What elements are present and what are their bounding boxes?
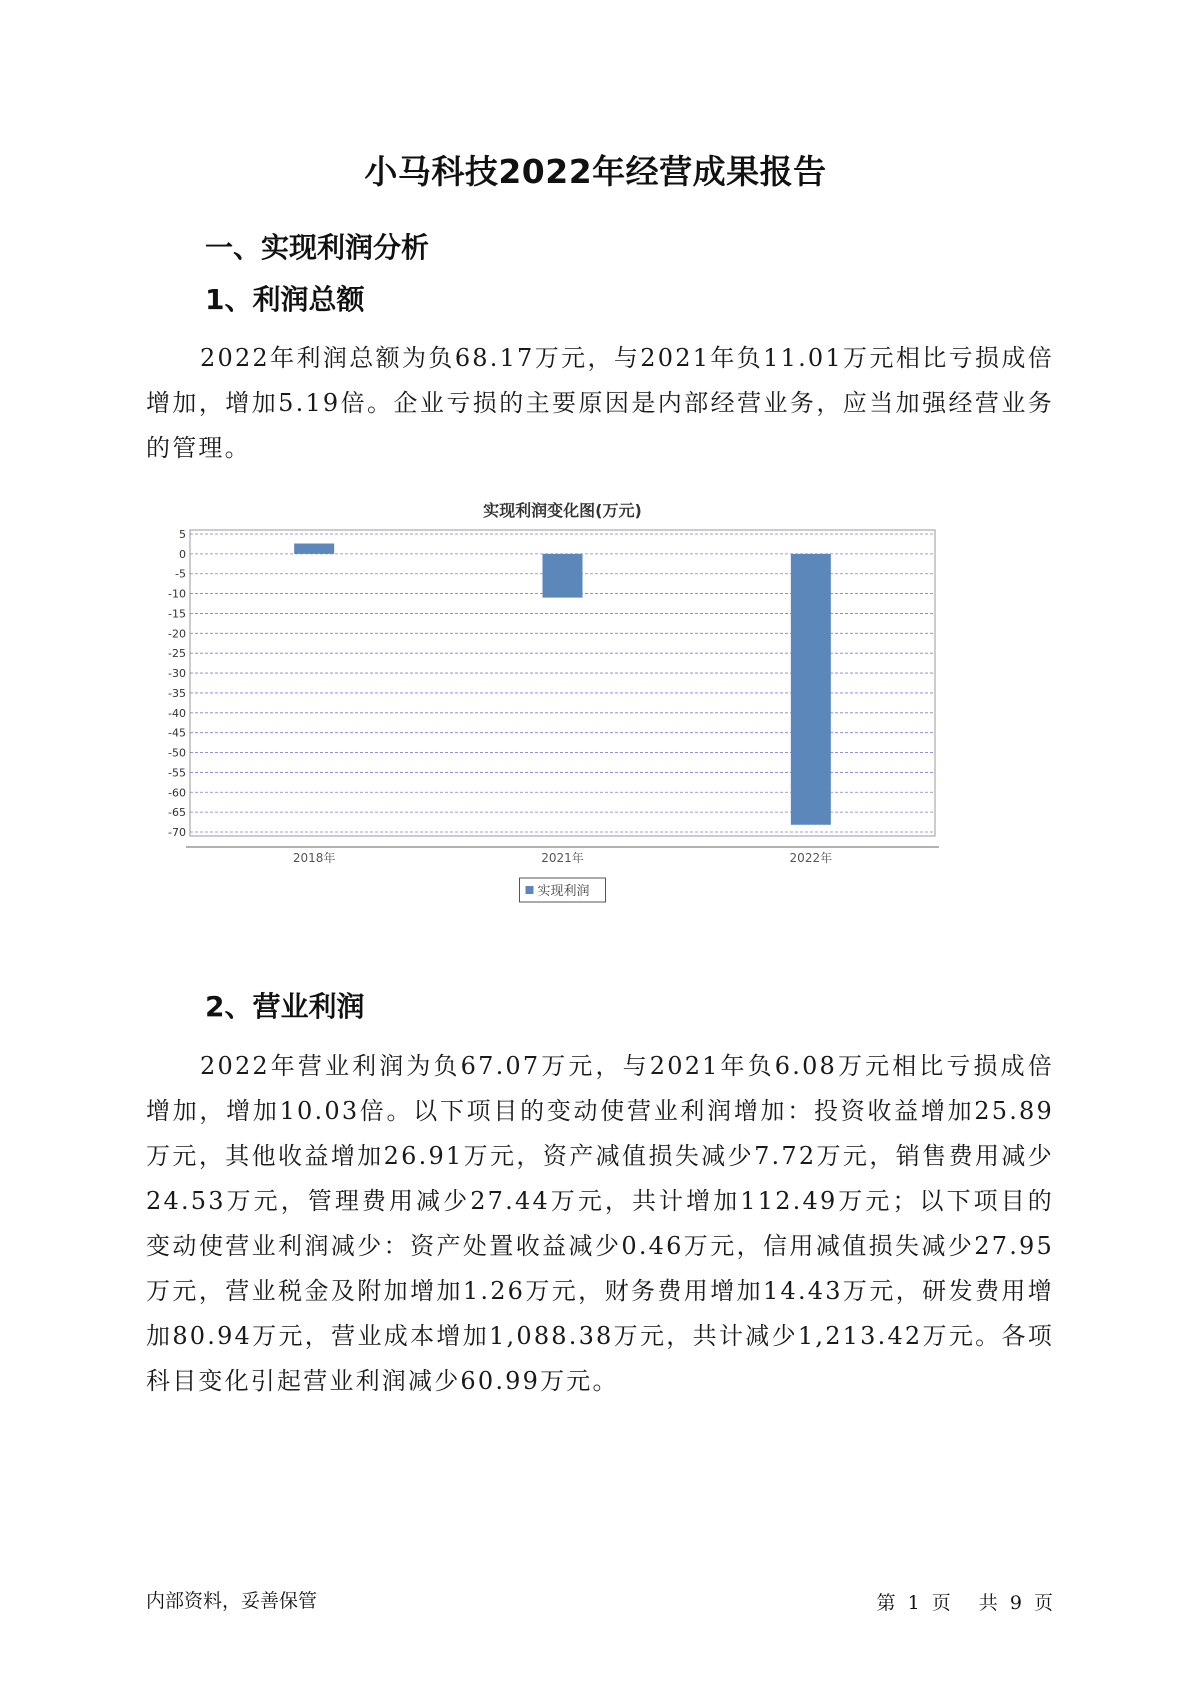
x-tick-label: 2021年 [541,851,584,865]
page-unit: 页 [931,1592,951,1614]
y-tick-label: -50 [168,746,186,760]
profit-chart-svg [160,495,1040,955]
legend-swatch [526,886,534,894]
profit-change-chart [160,495,1040,955]
bar-2022年 [791,554,831,825]
y-tick-label: -65 [168,806,186,820]
subsection-heading-operating-profit: 2、营业利润 [205,990,365,1023]
bar-2021年 [543,554,583,598]
y-tick-label: -40 [168,706,186,720]
y-tick-label: -5 [175,567,186,581]
y-tick-label: -60 [168,786,186,800]
x-tick-label: 2022年 [789,851,833,865]
y-tick-label: -15 [168,607,186,621]
y-tick-label: -30 [168,667,186,681]
report-title: 小马科技2022年经营成果报告 [364,152,827,191]
y-tick-label: -10 [168,587,186,601]
y-tick-label: 0 [179,547,186,561]
y-tick-label: -35 [168,686,186,700]
legend-label: 实现利润 [537,884,590,899]
confidential-notice: 内部资料，妥善保管 [146,1590,318,1612]
bar-2018年 [294,544,334,554]
total-pages: 9 [1009,1592,1022,1614]
total-profit-paragraph: 2022年利润总额为负68.17万元，与2021年负11.01万元相比亏损成倍增加，增加5.19倍。企业亏损的主要原因是内部经营业务，应当加强经营业务的管理。 [146,344,1054,462]
page-prefix: 第 [876,1592,896,1614]
y-tick-label: -20 [168,627,186,641]
page-number: 1 [907,1592,920,1614]
section-heading-profit-analysis: 一、实现利润分析 [205,231,430,264]
total-prefix: 共 [978,1592,998,1614]
x-tick-label: 2018年 [292,851,336,865]
y-tick-label: -70 [168,826,186,840]
y-tick-label: -45 [168,726,186,740]
total-unit: 页 [1033,1592,1053,1614]
chart-title: 实现利润变化图(万元) [483,501,642,520]
y-tick-label: -55 [168,766,186,780]
y-tick-label: -25 [168,647,186,661]
operating-profit-paragraph: 2022年营业利润为负67.07万元，与2021年负6.08万元相比亏损成倍增加，增加10.03倍。以下项目的变动使营业利润增加：投资收益增加25.89万元，其他收益增加26.91万元，资产减值损失减少7.72万元，销售费用减少24.53万元，管理费用减少27.44万元，共计增加112.49万元；以下项目的变动使营业利润减少：资产处置收益减少0.46万元，信用减值损失减少27.95万元，营业税金及附加增加1.26万元，财务费用增加14.43万元，研发费用增加80.94万元，营业成本增加1,088.38万元，共计减少1,213.42万元。各项科目变化引起营业利润减少60.99万元。 [146,1052,1054,1395]
y-tick-label: 5 [179,527,186,541]
page-indicator [877,1588,1053,1615]
subsection-heading-total-profit: 1、利润总额 [205,283,365,316]
